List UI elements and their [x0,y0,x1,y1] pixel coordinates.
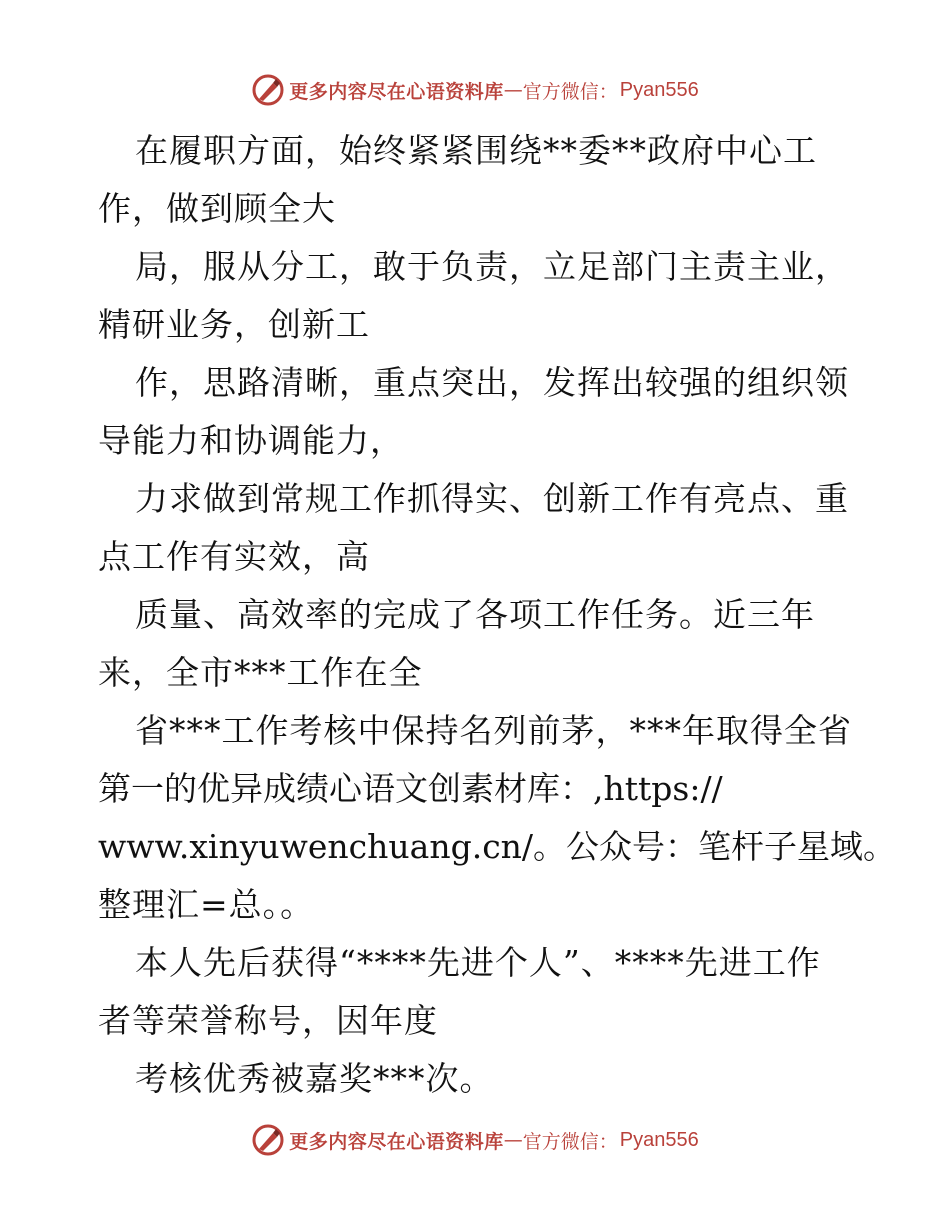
banner-wechat-label: 官方微信： [522,80,618,103]
body-line: 在履职方面，始终紧紧围绕**委**政府中心工 [135,131,817,170]
banner-wechat-id: Pyan556 [619,1128,699,1151]
body-line: 者等荣誉称号，因年度 [98,1001,438,1040]
body-line: 第一的优异成绩心语文创素材库：,https:// [98,769,723,808]
body-line: 点工作有实效，高 [98,537,370,576]
banner-text: 更多内容尽在心语资料库 [289,80,504,103]
body-line: 精研业务，创新工 [98,305,370,344]
body-line: 力求做到常规工作抓得实、创新工作有亮点、重 [135,479,849,518]
body-line: 质量、高效率的完成了各项工作任务。近三年 [135,595,815,634]
body-line: 局，服从分工，敢于负责，立足部门主责主业， [135,247,849,286]
banner-wechat-label: 官方微信： [522,1130,618,1153]
banner-wechat-id: Pyan556 [619,78,699,101]
pen-logo-icon [251,1123,285,1157]
footer-watermark-banner [0,1120,950,1160]
document-body [98,122,897,1108]
body-line: 作，做到顾全大 [98,189,336,228]
body-line: 本人先后获得“****先进个人”、****先进工作 [135,943,821,982]
body-line: 整理汇=总。。 [98,885,315,924]
body-line: www.xinyuwenchuang.cn/。公众号：笔杆子星域。 [98,827,897,866]
pen-logo-icon [251,73,285,107]
body-line: 省***工作考核中保持名列前茅，***年取得全省 [135,711,852,750]
body-line: 导能力和协调能力， [98,421,404,460]
banner-separator: — [503,1129,523,1151]
body-line: 考核优秀被嘉奖***次。 [135,1059,494,1098]
header-watermark-banner [0,70,950,110]
banner-separator: — [503,79,523,101]
banner-text: 更多内容尽在心语资料库 [289,1130,504,1153]
body-line: 来，全市***工作在全 [98,653,423,692]
body-line: 作，思路清晰，重点突出，发挥出较强的组织领 [135,363,849,402]
